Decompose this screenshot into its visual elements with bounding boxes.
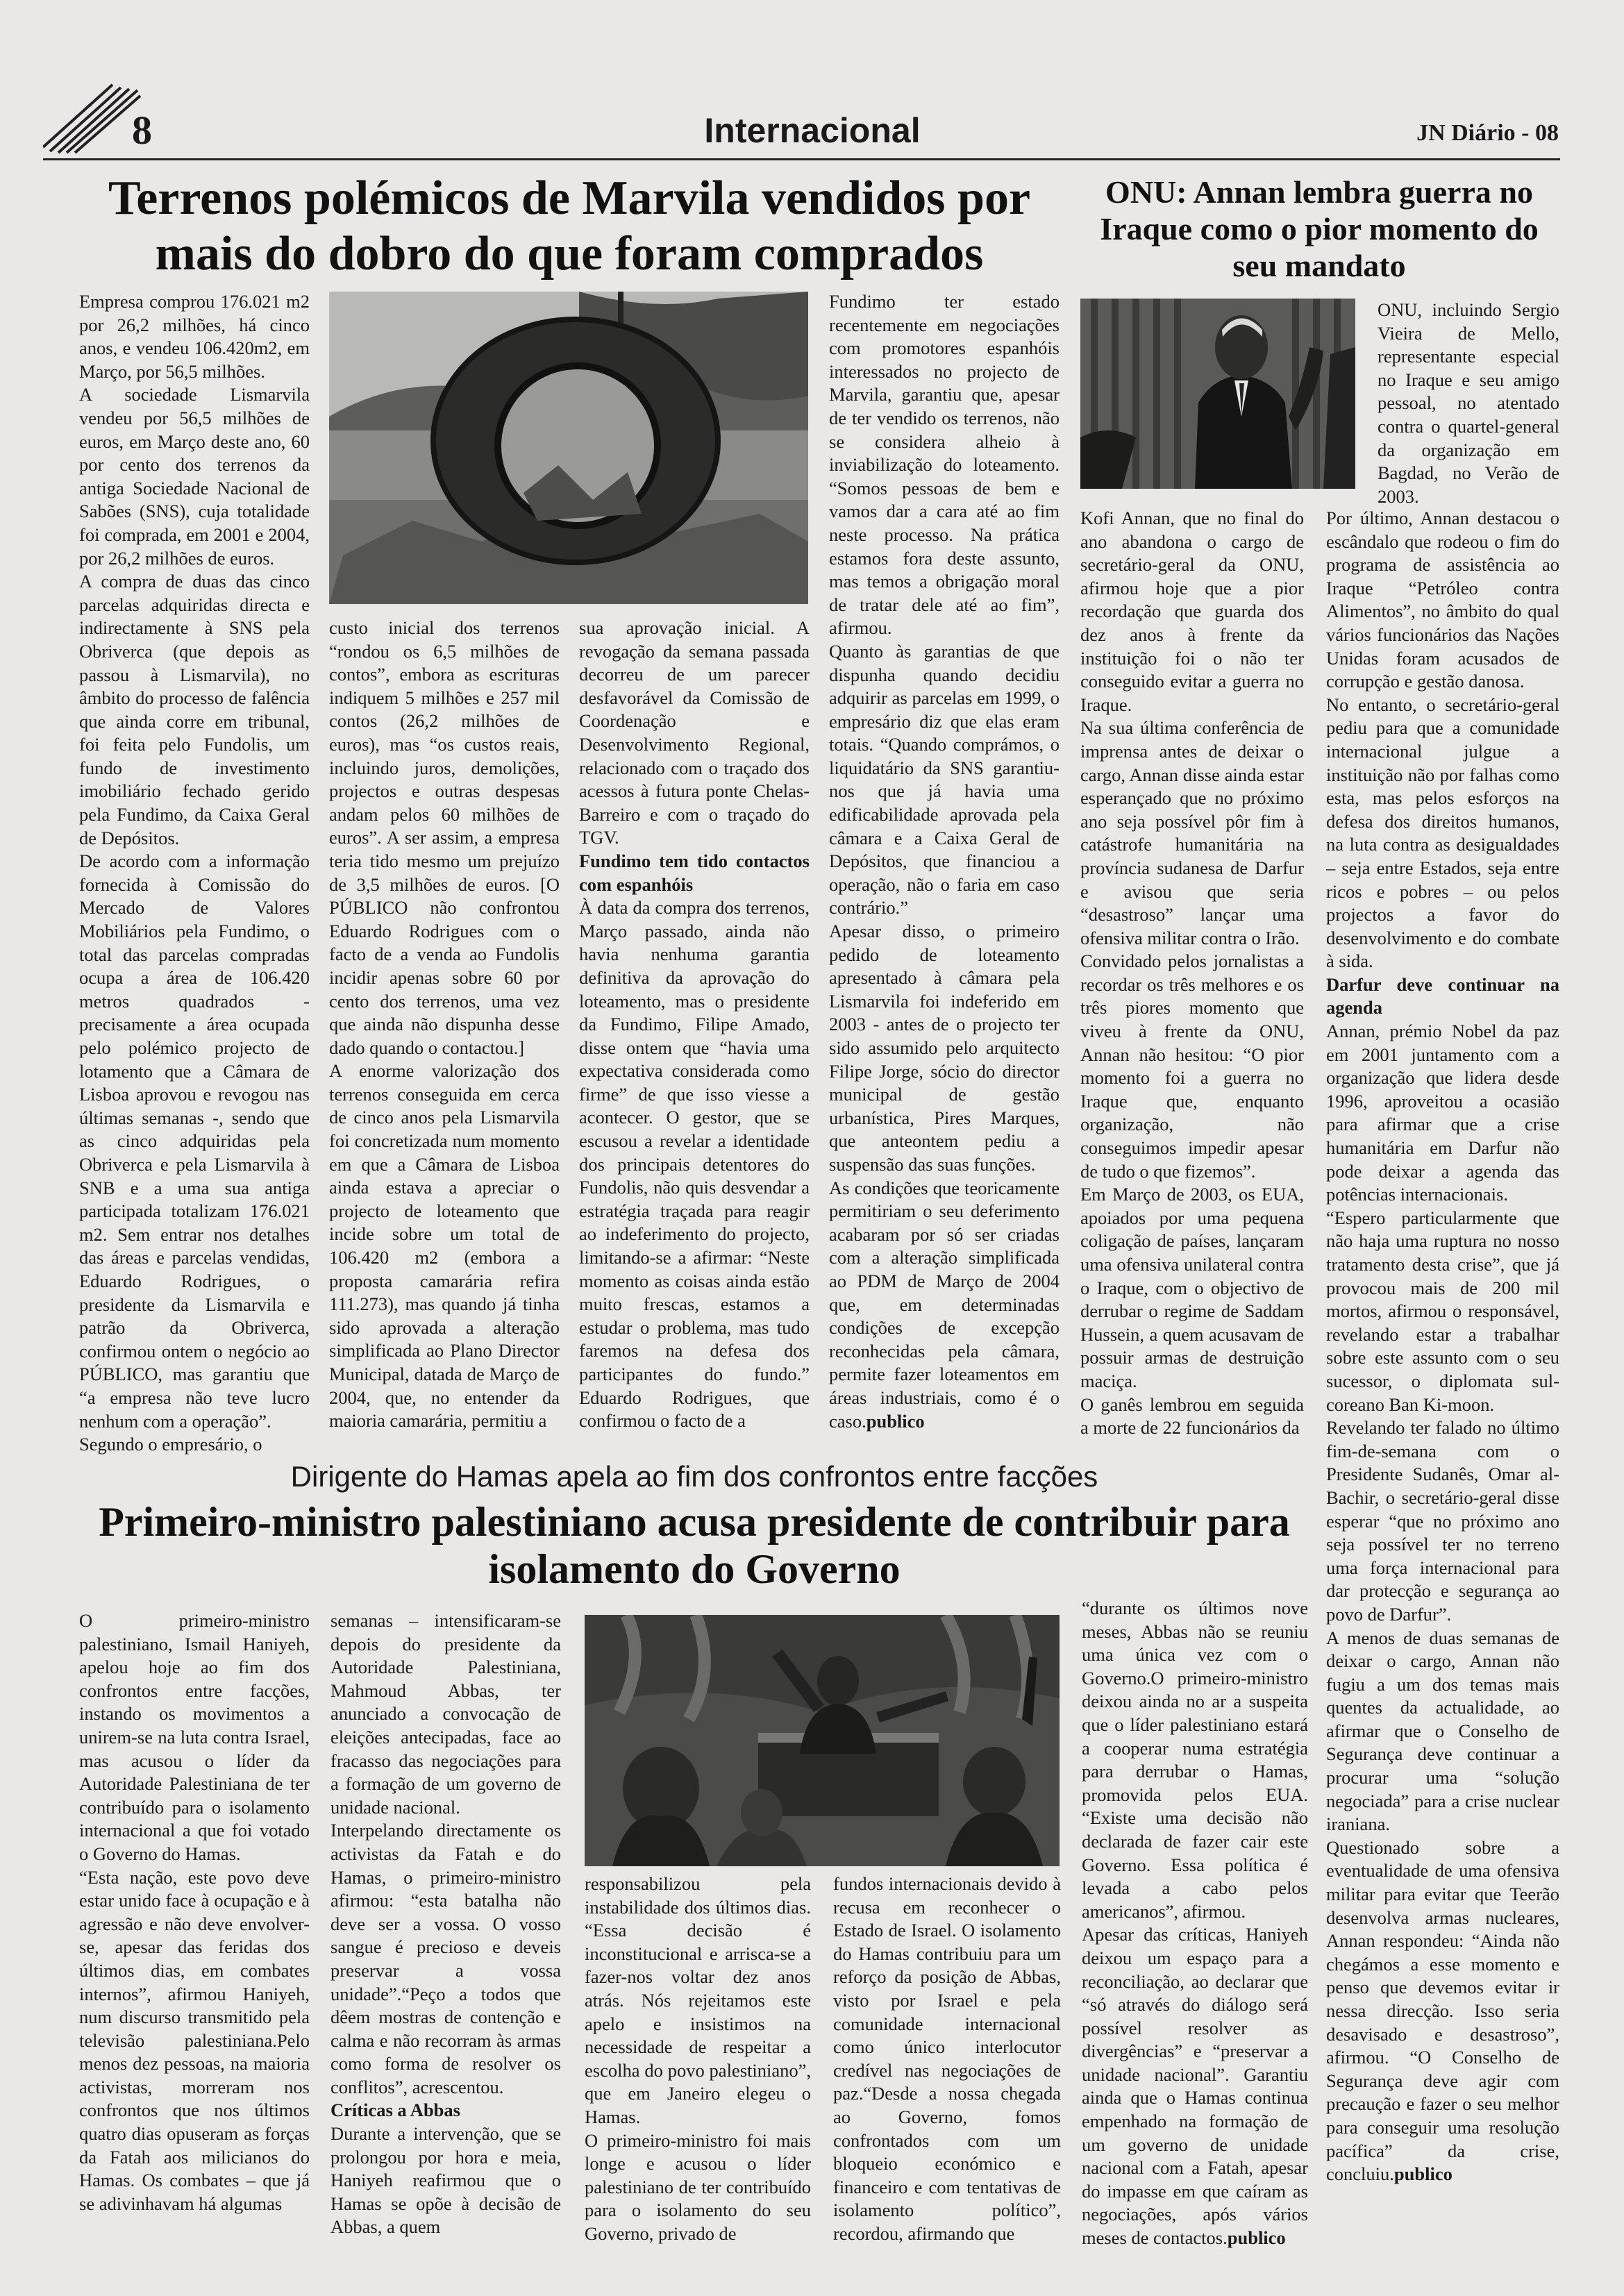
header-rule <box>43 158 1560 160</box>
paragraph: De acordo com a informação fornecida à Comissão do Mercado de Valores Mobiliários pela Fundimo, o total das parcelas compradas ocupa a área de 106.420 metros quadrados - precisamente a área ocupada pelo polémico projecto de lotamento que a Câmara de Lisboa aprovou e revogou nas últimas semanas -, sendo que as cinco adquiridas pela Obriverca e pela Lismarvila à SNB e a uma sua antiga participada totalizam 176.021 m2. Sem entrar nos detalhes das áreas e parcelas vendidas, Eduardo Rodrigues, o presidente da Lismarvila e patrão da Obriverca, confirmou ontem o negócio ao PÚBLICO, mas garantiu que “a empresa não teve lucro nenhum com a operação”. <box>79 850 310 1432</box>
paragraph: Quanto às garantias de que dispunha quando decidiu adquirir as parcelas em 1999, o empresário diz que elas eram totais. “Quando comprámos, o liquidatário da SNS garantiu-nos que já havia uma edificabilidade aprovada pela câmara e a Caixa Geral de Depósitos, que financiou a operação, não o faria em caso contrário.” <box>829 640 1060 919</box>
kofi-annan-photo <box>1080 299 1355 489</box>
hamas-col2 <box>330 1609 561 2239</box>
paragraph: fundos internacionais devido à recusa em reconhecer o Estado de Israel. O isolamento do Hamas contribuiu para um reforço da posição de Abbas, visto por Israel e pela comunidade internacional como único interlocutor credível nas negociações de paz.“Desde a nossa chegada ao Governo, fomos confrontados com um bloqueio económico e financeiro e com tentativas de isolamento político”, recordou, afirmando que <box>833 1873 1061 2244</box>
paragraph-text: Questionado sobre a eventualidade de uma ofensiva militar para evitar que Teerão desenvolva armas nucleares, Annan respondeu: “Ainda não chegámos a esse momento e penso que devemos evitar ir nessa direcção. Isso seria desavisado e desastroso”, afirmou. “O Conselho de Segurança deve agir com precaução e fazer o seu melhor para conseguir uma resolução pacífica” da crise, concluiu. <box>1326 1836 1559 2185</box>
marvila-lead: Empresa comprou 176.021 m2 por 26,2 milhões, há cinco anos, e vendeu 106.420m2, em Março, por 56,5 milhões. <box>79 291 310 382</box>
hamas-col3 <box>585 1872 811 2246</box>
paragraph <box>829 1177 1060 1434</box>
paragraph: responsabilizou pela instabilidade dos últimos dias. “Essa decisão é inconstitucional e arrisca-se a fazer-nos voltar dez anos atrás. Nós rejeitamos este apelo e insistimos na necessidade de respeitar a escolha do povo palestiniano”, que em Janeiro elegeu o Hamas. <box>585 1873 811 2127</box>
marvila-col4 <box>829 290 1060 1433</box>
hamas-col5 <box>1082 1597 1308 2250</box>
annan-headline: ONU: Annan lembra guerra no Iraque como o pior momento do seu mandato <box>1100 174 1539 283</box>
paragraph: Na sua última conferência de imprensa antes de deixar o cargo, Annan disse ainda estar esperançado que no próximo ano seja possível pôr fim à catástrofe humanitária na província sudanesa de Darfur e avisou que seria “desastroso” lançar uma ofensiva militar contra o Irão. <box>1080 717 1304 948</box>
paragraph: “Espero particularmente que não haja uma ruptura no nosso tratamento desta crise”, que já provocou mais de 200 mil mortos, afirmou o responsável, revelando estar a trabalhar sobre este assunto com o seu sucessor, o diplomata sul-coreano Ban Ki-moon. <box>1326 1207 1559 1415</box>
paragraph: Kofi Annan, que no final do ano abandona o cargo de secretário-geral da ONU, afirmou hoje que a pior recordação que guarda dos dez anos à frente da instituição foi o não ter conseguido evitar a guerra no Iraque. <box>1080 508 1304 715</box>
paragraph: ONU, incluindo Sergio Vieira de Mello, representante especial no Iraque e seu amigo pessoal, no atentado contra o quartel-general da organização em Bagdad, no Verão de 2003. <box>1378 299 1559 507</box>
annan-subhead: Darfur deve continuar na agenda <box>1326 973 1559 1019</box>
paragraph: Annan, prémio Nobel da paz em 2001 juntamento com a organização que lidera desde 1996, aproveitou a ocasião para afirmar que a crise humanitária em Darfur não pode deixar a agenda das potências internacionais. <box>1326 1021 1559 1205</box>
paragraph: À data da compra dos terrenos, Março passado, ainda não havia nenhuma garantia definitiva da aprovação do loteamento, mas o presidente da Fundimo, Filipe Amado, disse ontem que “havia uma expectativa considerada como firme” de que isso viesse a acontecer. O gestor, que se escusou a revelar a identidade dos principais detentores do Fundolis, não quis desvendar a estratégia traçada para reagir ao indeferimento do projecto, limitando-se a afirmar: “Neste momento as coisas ainda estão muito frescas, estamos a estudar o problema, mas tudo faremos na defesa dos participantes do fundo.” Eduardo Rodrigues, que confirmou o facto de a <box>579 897 810 1432</box>
paragraph: O ganês lembrou em seguida a morte de 22 funcionários da <box>1080 1393 1304 1439</box>
marvila-col1 <box>79 290 310 1457</box>
hamas-col4 <box>833 1872 1061 2246</box>
annan-col1 <box>1080 507 1304 1440</box>
paragraph: Durante a intervenção, que se prolongou por hora e meia, Haniyeh reafirmou que o Hamas se opõe à decisão de Abbas, a quem <box>330 2123 561 2238</box>
paragraph: A sociedade Lismarvila vendeu por 56,5 milhões de euros, em Março deste ano, 60 por cento dos terrenos da antiga Sociedade Nacional de Sabões (SNS), cuja totalidade foi comprada, em 2001 e 2004, por 26,2 milhões de euros. <box>79 384 310 569</box>
paragraph: Apesar disso, o primeiro pedido de loteamento apresentado à câmara pela Lismarvila foi indeferido em 2003 - antes de o projecto ter sido assumido pelo arquitecto Filipe Jorge, sócio do director municipal de gestão urbanística, Pires Marques, que anteontem pediu a suspensão das suas funções. <box>829 921 1060 1175</box>
hamas-col1 <box>79 1609 310 2215</box>
section-title: Internacional <box>704 111 921 150</box>
paragraph: sua aprovação inicial. A revogação da semana passada decorreu de um parecer desfavorável da Comissão de Coordenação e Desenvolvimento Regional, relacionado com o traçado dos acessos à futura ponte Chelas-Barreiro e com o traçado do TGV. <box>579 617 810 848</box>
paragraph: “Esta nação, este povo deve estar unido face à ocupação e à agressão e não deve envolver-se, apesar das feridas dos últimos dias, em combates internos”, afirmou Haniyeh, num discurso transmitido pela televisão palestiniana.Pelo menos dez pessoas, na maioria activistas, morreram nos confrontos que nos últimos quatro dias opuseram as forças da Fatah aos milicianos do Hamas. Os combates – que já se adivinhavam há algumas <box>79 1866 310 2214</box>
page-number: 8 <box>132 108 152 153</box>
paragraph: A enorme valorização dos terrenos conseguida em cerca de cinco anos pela Lismarvila foi concretizada num momento em que a Câmara de Lisboa ainda estava a apreciar o projecto de loteamento que incide sobre um total de 106.420 m2 (embora a proposta camarária refira 111.273), mas quando já tinha sido aprovada a alteração simplificada ao Plano Director Municipal, datada de Março de 2004, que, no entender da maioria camarária, permitiu a <box>329 1060 560 1432</box>
tire-swing-photo <box>329 292 808 604</box>
paragraph: custo inicial dos terrenos “rondou os 6,5 milhões de contos”, embora as escrituras indiquem 5 milhões e 257 mil contos (26,2 milhões de euros), mas “os custos reais, incluindo juros, demolições, projectos e outras despesas andam pelos 60 milhões de euros”. A ser assim, a empresa teria tido mesmo um prejuízo de 3,5 milhões de euros. [O PÚBLICO não confrontou Eduardo Rodrigues com o facto de a venda ao Fundolis incidir apenas sobre 60 por cento dos terrenos, uma vez que ainda não dispunha desse dado quando o contactou.] <box>329 617 560 1058</box>
marvila-headline: Terrenos polémicos de Marvila vendidos por mais do dobro do que foram comprados <box>108 171 1031 280</box>
marvila-col2 <box>329 617 560 1433</box>
paragraph: Revelando ter falado no último fim-de-semana com o Presidente Sudanês, Omar al-Bachir, o secretário-geral disse esperar “que no próximo ano seja possível ter no terreno uma força internacional para dar protecção e segurança ao povo de Darfur”. <box>1326 1417 1559 1625</box>
hamas-kicker: Dirigente do Hamas apela ao fim dos confrontos entre facções <box>290 1460 1098 1493</box>
paragraph: O primeiro-ministro palestiniano, Ismail Haniyeh, apelou hoje ao fim dos confrontos entre facções, instando os movimentos a unirem-se na luta contra Israel, mas acusou o líder da Autoridade Palestiniana de ter contribuído para o isolamento internacional a que foi votado o Governo do Hamas. <box>79 1610 310 1864</box>
paragraph: Fundimo ter estado recentemente em negociações com promotores espanhóis interessados no projecto de Marvila, garantiu que, apesar de ter vendido os terrenos, não se considera alheio à inviabilização do loteamento. “Somos pessoas de bem e vamos dar a cara até ao fim neste processo. Na prática estamos fora deste assunto, mas temos a obrigação moral de tratar dele até ao fim”, afirmou. <box>829 291 1060 639</box>
paragraph: Em Março de 2003, os EUA, apoiados por uma pequena coligação de países, lançaram uma ofensiva unilateral contra o Iraque, com o objectivo de derrubar o regime de Saddam Hussein, a quem acusavam de possuir armas de destruição maciça. <box>1080 1184 1304 1391</box>
paragraph-text: As condições que teoricamente permitiriam o seu deferimento acabaram por só ser criadas com a alteração simplificada ao PDM de Março de 2004 que, em determinadas condições de excepção reconhecidas pela câmara, permite fazer loteamentos em áreas industriais, como é o caso. <box>829 1177 1060 1432</box>
annan-col2 <box>1326 507 1559 2186</box>
marvila-col3 <box>579 617 810 1433</box>
byline-publico: publico <box>1393 2163 1453 2185</box>
annan-caption-col <box>1378 299 1559 508</box>
byline-publico: publico <box>866 1410 925 1432</box>
paragraph: O primeiro-ministro foi mais longe e acusou o líder palestiniano de ter contribuído para o isolamento do seu Governo, privado de <box>585 2129 811 2244</box>
hamas-subhead: Críticas a Abbas <box>330 2100 460 2121</box>
paragraph: Interpelando directamente os activistas da Fatah e do Hamas, o primeiro-ministro afirmou: “esta batalha não deve ser a vossa. O vosso sangue é precioso e deveis preservar a vossa unidade”.“Peço a todos que dêem mostras de contenção e calma e não recorram às armas como forma de resolver os conflitos”, acrescentou. <box>330 1820 561 2097</box>
paragraph <box>1082 1923 1308 2249</box>
paragraph: semanas – intensificaram-se depois do presidente da Autoridade Palestiniana, Mahmoud Abbas, ter anunciado a convocação de eleições antecipadas, face ao fracasso das negociações para a formação de um governo de unidade nacional. <box>330 1610 561 1818</box>
paragraph: “durante os últimos nove meses, Abbas não se reuniu uma única vez com o Governo.O primeiro-ministro deixou ainda no ar a suspeita que o líder palestiniano estará a cooperar numa estratégia para derrubar o Hamas, promovida pelos EUA. “Existe uma decisão não declarada de fazer cair este Governo. Essa política é levada a cabo pelos americanos”, afirmou. <box>1082 1598 1308 1922</box>
hamas-headline: Primeiro-ministro palestiniano acusa presidente de contribuir para isolamento do Governo <box>99 1499 1290 1592</box>
paragraph-text: Apesar das críticas, Haniyeh deixou um espaço para a reconciliação, ao declarar que “só através do diálogo será possível resolver as divergências” e “preservar a unidade nacional”. Garantiu ainda que o Hamas continua empenhado na formação de um governo de unidade nacional com a Fatah, apesar do impasse em que caíram as negociações, após vários meses de contactos. <box>1082 1924 1308 2249</box>
paragraph: A compra de duas das cinco parcelas adquiridas directa e indirectamente à SNS pela Obriverca (que depois as passou à Lismarvila), no âmbito do processo de falência que ainda corre em tribunal, foi feita pelo Fundolis, um fundo de investimento imobiliário fechado gerido pela Fundimo, da Caixa Geral de Depósitos. <box>79 571 310 848</box>
paragraph: A menos de duas semanas de deixar o cargo, Annan não fugiu a um dos temas mais quentes da actualidade, ao afirmar que o Conselho de Segurança deve continuar a procurar uma “solução negociada” para a crise nuclear iraniana. <box>1326 1627 1559 1835</box>
byline-publico: publico <box>1227 2227 1286 2249</box>
edition-label: JN Diário - 08 <box>1416 120 1559 146</box>
paragraph: Convidado pelos jornalistas a recordar os três melhores e os três piores momento que viveu à frente da ONU, Annan não hesitou: “O pior momento foi a guerra no Iraque que, enquanto organização, não conseguimos impedir apesar de tudo o que fizemos”. <box>1080 950 1304 1182</box>
haniyeh-rally-photo <box>585 1615 1060 1866</box>
paragraph: No entanto, o secretário-geral pediu para que a comunidade internacional julgue a instituição não por falhas como esta, mas pelos esforços na defesa dos direitos humanos, na luta contra as desigualdades – seja entre Estados, seja entre ricos e pobres – ou pelos projectos a favor do desenvolvimento e do combate à sida. <box>1326 694 1559 972</box>
paragraph: Segundo o empresário, o <box>79 1434 262 1455</box>
marvila-subhead: Fundimo tem tido contactos com espanhóis <box>579 850 810 895</box>
paragraph: Por último, Annan destacou o escândalo que rodeou o fim do programa de assistência ao Iraque “Petróleo contra Alimentos”, no âmbito do qual vários funcionários das Nações Unidas foram acusados de corrupção e gestão danosa. <box>1326 508 1559 692</box>
paragraph <box>1326 1836 1559 2186</box>
